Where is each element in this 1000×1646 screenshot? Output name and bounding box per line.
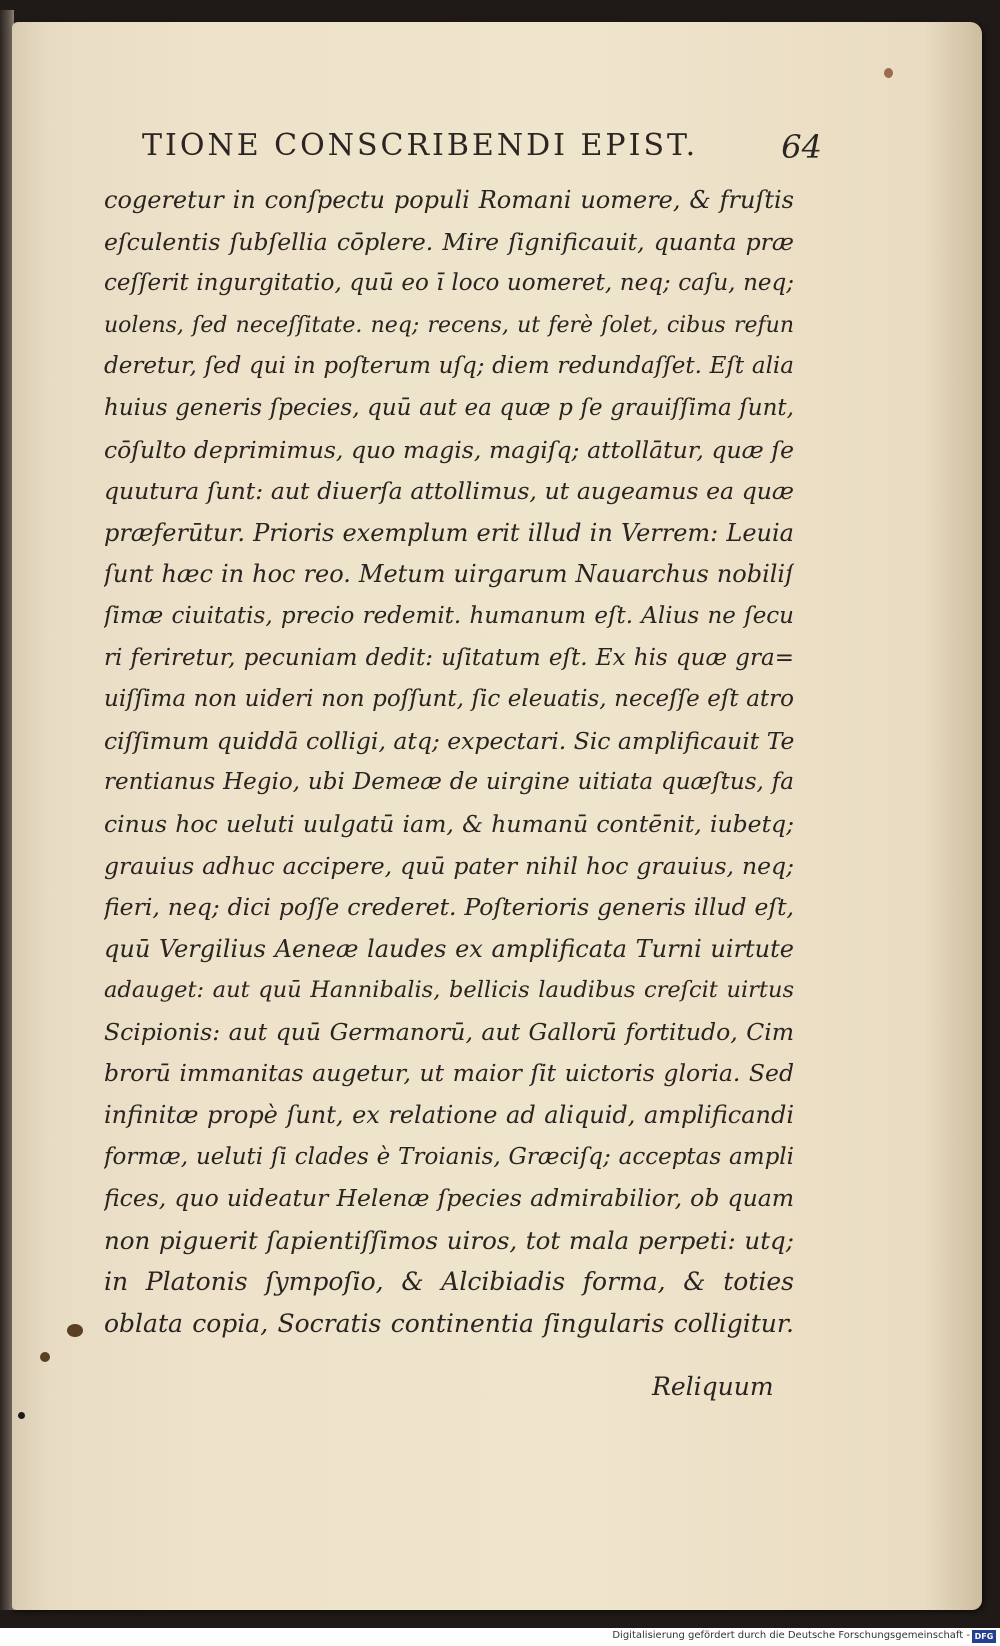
text-line: deretur, ſed qui in poſterum uſq; diem redundaſſet. Eſt alia (104, 353, 794, 380)
text-line: fices, quo uideatur Helenæ ſpecies admirabilior, ob quam (104, 1184, 794, 1213)
text-line: ciſſimum quiddā colligi, atq; expectari. Sic amplificauit Te (104, 726, 794, 755)
text-line: infinitæ propè ſunt, ex relatione ad aliquid, amplificandi (104, 1101, 794, 1130)
digitization-footer (0, 1628, 1000, 1646)
foxing-spot (884, 68, 893, 78)
text-line: quū Vergilius Aeneæ laudes ex amplificata Turni uirtute (104, 934, 794, 963)
text-line: Scipionis: aut quū Germanorū, aut Gallorū fortitudo, Cim (104, 1017, 794, 1046)
page-header (142, 128, 822, 174)
text-line: cogeretur in conſpectu populi Romani uomere, & fruſtis (104, 186, 794, 214)
text-line: brorū immanitas augetur, ut maior ſit uictoris gloria. Sed (104, 1059, 794, 1088)
dfg-logo: DFG (972, 1630, 996, 1643)
catchword: Reliquum (652, 1372, 774, 1401)
text-line: formæ, ueluti ſi clades è Troianis, Græciſq; acceptas ampli (104, 1143, 794, 1170)
digitization-credit: Digitalisierung gefördert durch die Deutsche Forschungsgemeinschaft - (612, 1630, 970, 1641)
running-head: TIONE CONSCRIBENDI EPIST. (142, 128, 699, 163)
text-line: ceſſerit ingurgitatio, quū eo ī loco uomeret, neq; caſu, neq; (104, 270, 794, 297)
text-line: ſunt hæc in hoc reo. Metum uirgarum Nauarchus nobiliſ (104, 560, 794, 589)
text-line: uolens, ſed neceſſitate. neq; recens, ut ferè ſolet, cibus refun (104, 312, 794, 338)
text-line: ri feriretur, pecuniam dedit: uſitatum eſt. Ex his quæ gra= (104, 644, 794, 671)
text-line: fieri, neq; dici poſſe crederet. Poſterioris generis illud eſt, (104, 893, 794, 922)
text-line: oblata copia, Socratis continentia ſingularis colligitur. (104, 1309, 794, 1339)
foxing-spot (67, 1324, 83, 1337)
text-line: rentianus Hegio, ubi Demeæ de uirgine uitiata quæſtus, fa (104, 769, 794, 796)
body-text (104, 180, 794, 1345)
page-number: 64 (781, 128, 822, 166)
text-line: in Platonis ſympoſio, & Alcibiadis forma, & toties (104, 1267, 794, 1297)
text-line: præferūtur. Prioris exemplum erit illud in Verrem: Leuia (104, 518, 794, 547)
text-line: adauget: aut quū Hannibalis, bellicis laudibus creſcit uirtus (104, 977, 794, 1004)
foxing-spot (40, 1352, 50, 1362)
text-line: quutura ſunt: aut diuerſa attollimus, ut augeamus ea quæ (104, 477, 794, 506)
text-line: non piguerit ſapientiſſimos uiros, tot mala perpeti: utq; (104, 1225, 794, 1255)
text-line: huius generis ſpecies, quū aut ea quæ p ſe grauiſſima ſunt, (104, 394, 794, 421)
text-line: ſimæ ciuitatis, precio redemit. humanum eſt. Alius ne ſecu (104, 602, 794, 629)
text-line: cōſulto deprimimus, quo magis, magiſq; attollātur, quæ ſe (104, 435, 794, 464)
text-line: grauius adhuc accipere, quū pater nihil hoc grauius, neq; (104, 851, 794, 880)
text-line: cinus hoc ueluti uulgatū iam, & humanū contēnit, iubetq; (104, 809, 794, 838)
foxing-spot (18, 1412, 25, 1419)
text-line: uiſſima non uideri non poſſunt, ſic eleuatis, neceſſe eſt atro (104, 686, 794, 713)
text-line: eſculentis ſubſellia cōplere. Mire ſignificauit, quanta præ (104, 227, 794, 256)
